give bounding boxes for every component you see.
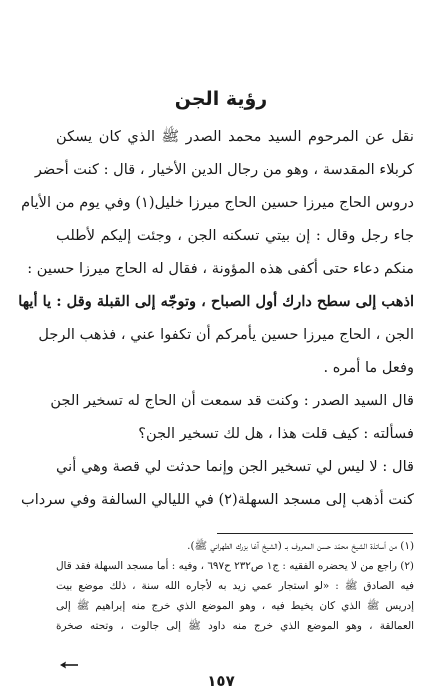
section-title: رؤية الجن <box>174 88 268 110</box>
text-line: دروس الحاج ميرزا حسين الحاج ميرزا خليل(١) وفي يوم من الأيام <box>21 194 414 211</box>
footnote-line: (٢) راجع من لا يحضره الفقيه : ج١ ص٢٣٢ ح٦٩٧ ، وفيه : أما مسجد السهلة فقد قال <box>56 560 414 572</box>
footnote-line: فيه الصادق ﷺ : «لو استجار عمي زيد به لأجاره الله سنة ، ذلك موضع بيت <box>56 580 414 592</box>
left-arrow-icon <box>59 655 79 665</box>
footnote-line: العمالقة ، وهو الموضع الذي خرج منه داود ﷺ إلى جالوت ، وتحته صخرة <box>56 620 414 632</box>
text-line: قال السيد الصدر : وكنت قد سمعت أن الحاج له تسخير الجن <box>50 392 414 409</box>
footnote-line: إدريس ﷺ الذي كان يخيط فيه ، وهو الموضع الذي خرج منه إبراهيم ﷺ إلى <box>56 600 414 612</box>
footnote-divider <box>217 533 413 534</box>
text-line: نقل عن المرحوم السيد محمد الصدر ﷺ الذي كان يسكن <box>56 128 414 145</box>
text-line: فسألته : كيف قلت هذا ، هل لك تسخير الجن؟ <box>138 425 414 442</box>
text-line: كربلاء المقدسة ، وهو من رجال الدين الأخيار ، قال : كنت أحضر <box>34 161 414 178</box>
text-line: وفعل ما أمره . <box>323 359 414 376</box>
main-text <box>18 120 414 516</box>
page-number: ١٥٧ <box>207 672 235 690</box>
text-line: قال : لا ليس لي تسخير الجن وإنما حدثت لي قصة وهي أني <box>56 458 414 475</box>
text-line: منكم دعاء حتى أكفى هذه المؤونة ، فقال له الحاج ميرزا حسين : <box>27 260 414 277</box>
text-line: الجن ، الحاج ميرزا حسين يأمركم أن تكفوا عني ، فذهب الرجل <box>38 326 414 343</box>
text-line: اذهب إلى سطح دارك أول الصباح ، وتوجّه إلى القبلة وقل : يا أيها <box>18 293 414 310</box>
footnote-line: (١) من أساتذة الشيخ محمّد حسن المعروف بـ (الشيخ آغا بزرك الطهراني ﷺ). <box>187 540 414 552</box>
footnotes <box>56 536 414 636</box>
text-line: جاء رجل وقال : إن بيتي تسكنه الجن ، وجئت إليكم لأطلب <box>56 227 414 244</box>
text-line: كنت أذهب إلى مسجد السهلة(٢) في الليالي السالفة وفي سرداب <box>20 491 414 508</box>
